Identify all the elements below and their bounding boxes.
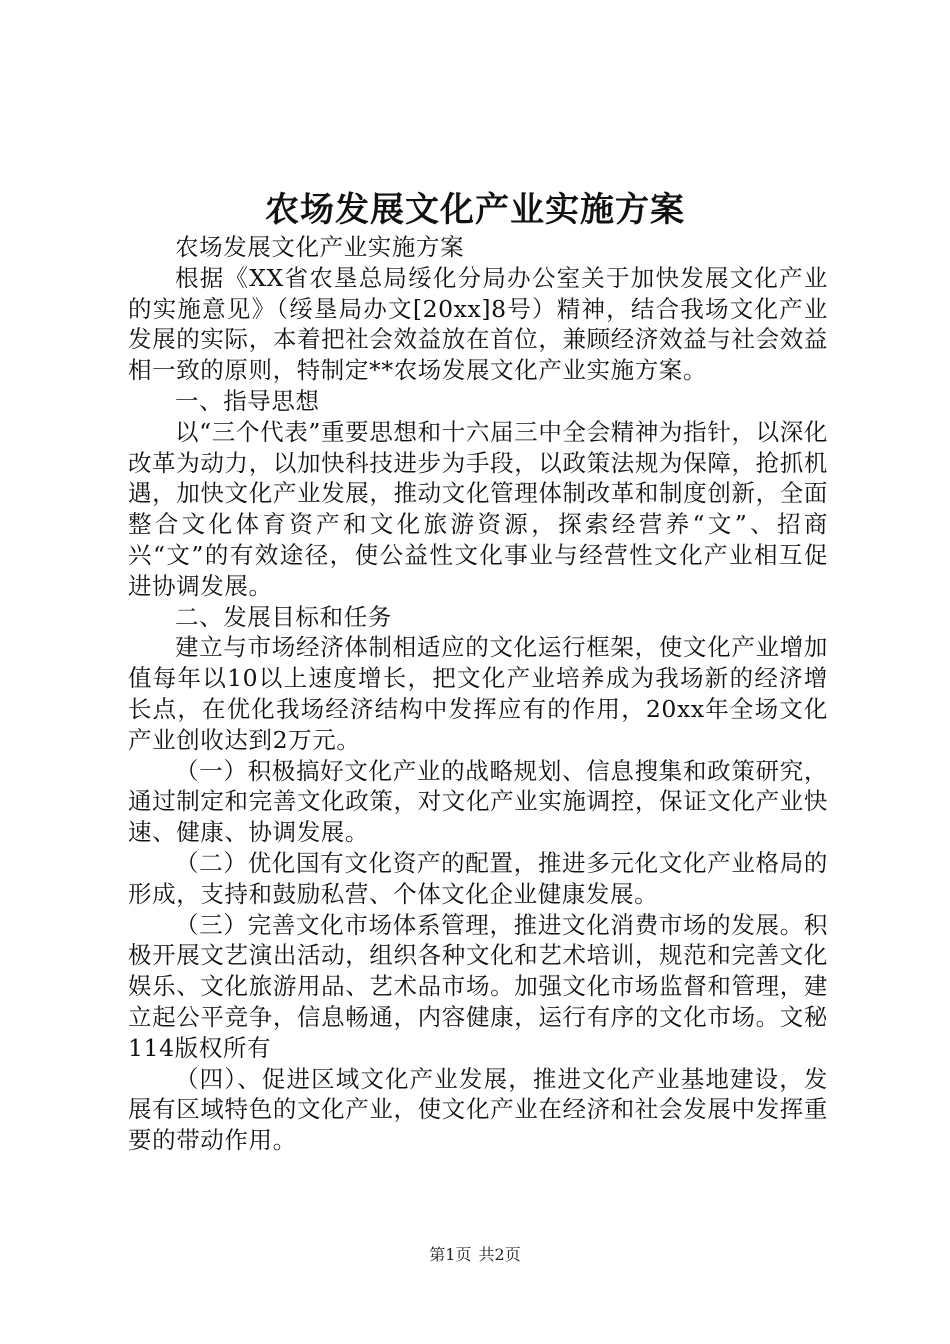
paragraph-goals: 建立与市场经济体制相适应的文化运行框架，使文化产业增加值每年以10以上速度增长，把文化产业培养成为我场新的经济增长点，在优化我场经济结构中发挥应有的作用，20xx年全场文化产业创收达到2万元。 [128,633,828,754]
paragraph-subtitle: 农场发展文化产业实施方案 [175,233,465,261]
paragraph-item-4: （四）、促进区域文化产业发展，推进文化产业基地建设，发展有区域特色的文化产业，使文化产业在经济和社会发展中发挥重要的带动作用。 [128,1064,828,1155]
section-heading-goals-tasks: 二、发展目标和任务 [175,602,392,631]
paragraph-item-2: （二）优化国有文化资产的配置，推进多元化文化产业格局的形成，支持和鼓励私营、个体文化企业健康发展。 [128,848,828,908]
paragraph-guiding-ideology: 以“三个代表”重要思想和十六届三中全会精神为指针，以深化改革为动力，以加快科技进步为手段，以政策法规为保障，抢抓机遇，加快文化产业发展，推动文化管理体制改革和制度创新，全面整合文化体育资产和文化旅游资源，探索经营养“文”、招商兴“文”的有效途径，使公益性文化事业与经营性文化产业相互促进协调发展。 [128,417,828,600]
paragraph-intro: 根据《XX省农垦总局绥化分局办公室关于加快发展文化产业的实施意见》（绥垦局办文[20xx]8号）精神，结合我场文化产业发展的实际，本着把社会效益放在首位，兼顾经济效益与社会效益相一致的原则，特制定**农场发展文化产业实施方案。 [128,263,828,385]
paragraph-item-1: （一）积极搞好文化产业的战略规划、信息搜集和政策研究，通过制定和完善文化政策，对文化产业实施调控，保证文化产业快速、健康、协调发展。 [128,756,828,847]
document-title: 农场发展文化产业实施方案 [265,190,685,230]
paragraph-item-3: （三）完善文化市场体系管理，推进文化消费市场的发展。积极开展文艺演出活动，组织各种文化和艺术培训，规范和完善文化娱乐、文化旅游用品、艺术品市场。加强文化市场监督和管理，建立起公平竞争，信息畅通，内容健康，运行有序的文化市场。文秘114版权所有 [128,910,828,1062]
page-number-footer: 第1页 共2页 [429,1245,521,1264]
section-heading-guiding-ideology: 一、指导思想 [175,386,320,415]
document-body [128,232,828,1156]
